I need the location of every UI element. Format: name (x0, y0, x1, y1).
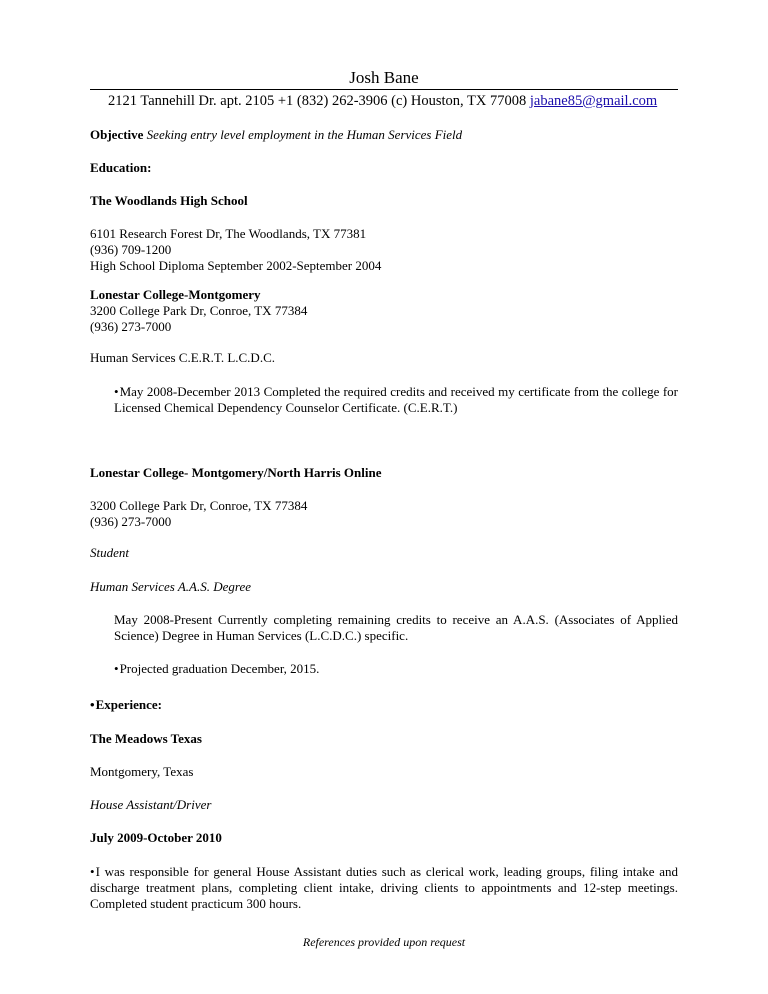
contact-details: 2121 Tannehill Dr. apt. 2105 +1 (832) 262-3906 (c) Houston, TX 77008 (108, 93, 530, 109)
applicant-name: Josh Bane (349, 68, 419, 87)
school3-details (90, 498, 678, 530)
school2-phone: (936) 273-7000 (90, 319, 172, 334)
school3-name: Lonestar College- Montgomery/North Harris Online (90, 465, 382, 480)
employer-location: Montgomery, Texas (90, 764, 194, 779)
school1-diploma: High School Diploma September 2002-September 2004 (90, 258, 382, 273)
education-heading: Education: (90, 160, 152, 175)
job-title: House Assistant/Driver (90, 797, 212, 812)
school3-bullet-text: Projected graduation December, 2015. (119, 661, 320, 676)
school3-degree: Human Services A.A.S. Degree (90, 579, 252, 594)
bullet-icon: • (90, 864, 95, 879)
email-link[interactable]: jabane85@gmail.com (529, 93, 658, 109)
school2-bullet-item (114, 384, 678, 416)
school2-details (90, 287, 678, 335)
objective-text: Seeking entry level employment in the Human Services Field (143, 127, 463, 142)
bullet-icon: • (114, 661, 119, 676)
experience-heading-item (90, 697, 678, 713)
experience-heading: Experience: (95, 697, 162, 712)
employer-name: The Meadows Texas (90, 731, 202, 746)
school2-bullet-text: May 2008-December 2013 Completed the required credits and received my certificate from the college for Licensed Chemical Dependency Counselor Certificate. (C.E.R.T.) (114, 384, 678, 415)
school1-address: 6101 Research Forest Dr, The Woodlands, TX 77381 (90, 226, 367, 241)
school3-detail: May 2008-Present Currently completing remaining credits to receive an A.A.S. (Associates of Applied Science) Degree in Human Services (L.C.D.C.) specific. (114, 612, 678, 643)
school3-address: 3200 College Park Dr, Conroe, TX 77384 (90, 498, 308, 513)
school1-name: The Woodlands High School (90, 193, 248, 208)
header-divider (90, 89, 678, 90)
bullet-icon: • (90, 697, 95, 712)
objective-section (90, 127, 678, 143)
school1-phone: (936) 709-1200 (90, 242, 172, 257)
job-description-item (90, 864, 678, 912)
school3-bullet-item (114, 661, 678, 677)
bullet-icon: • (114, 384, 119, 399)
contact-line (108, 93, 688, 110)
school3-role: Student (90, 545, 129, 560)
resume-page (90, 0, 678, 994)
school2-address: 3200 College Park Dr, Conroe, TX 77384 (90, 303, 308, 318)
school2-program: Human Services C.E.R.T. L.C.D.C. (90, 350, 275, 365)
footer-note: References provided upon request (302, 935, 466, 949)
school2-name: Lonestar College-Montgomery (90, 287, 261, 302)
school1-details (90, 226, 678, 274)
objective-label: Objective (90, 127, 144, 142)
job-dates: July 2009-October 2010 (90, 830, 222, 845)
job-description: I was responsible for general House Assistant duties such as clerical work, leading groups, filing intake and discharge treatment plans, completing client intake, driving clients to appointments and 12-step meetings. Completed student practicum 300 hours. (90, 864, 678, 911)
school3-phone: (936) 273-7000 (90, 514, 172, 529)
